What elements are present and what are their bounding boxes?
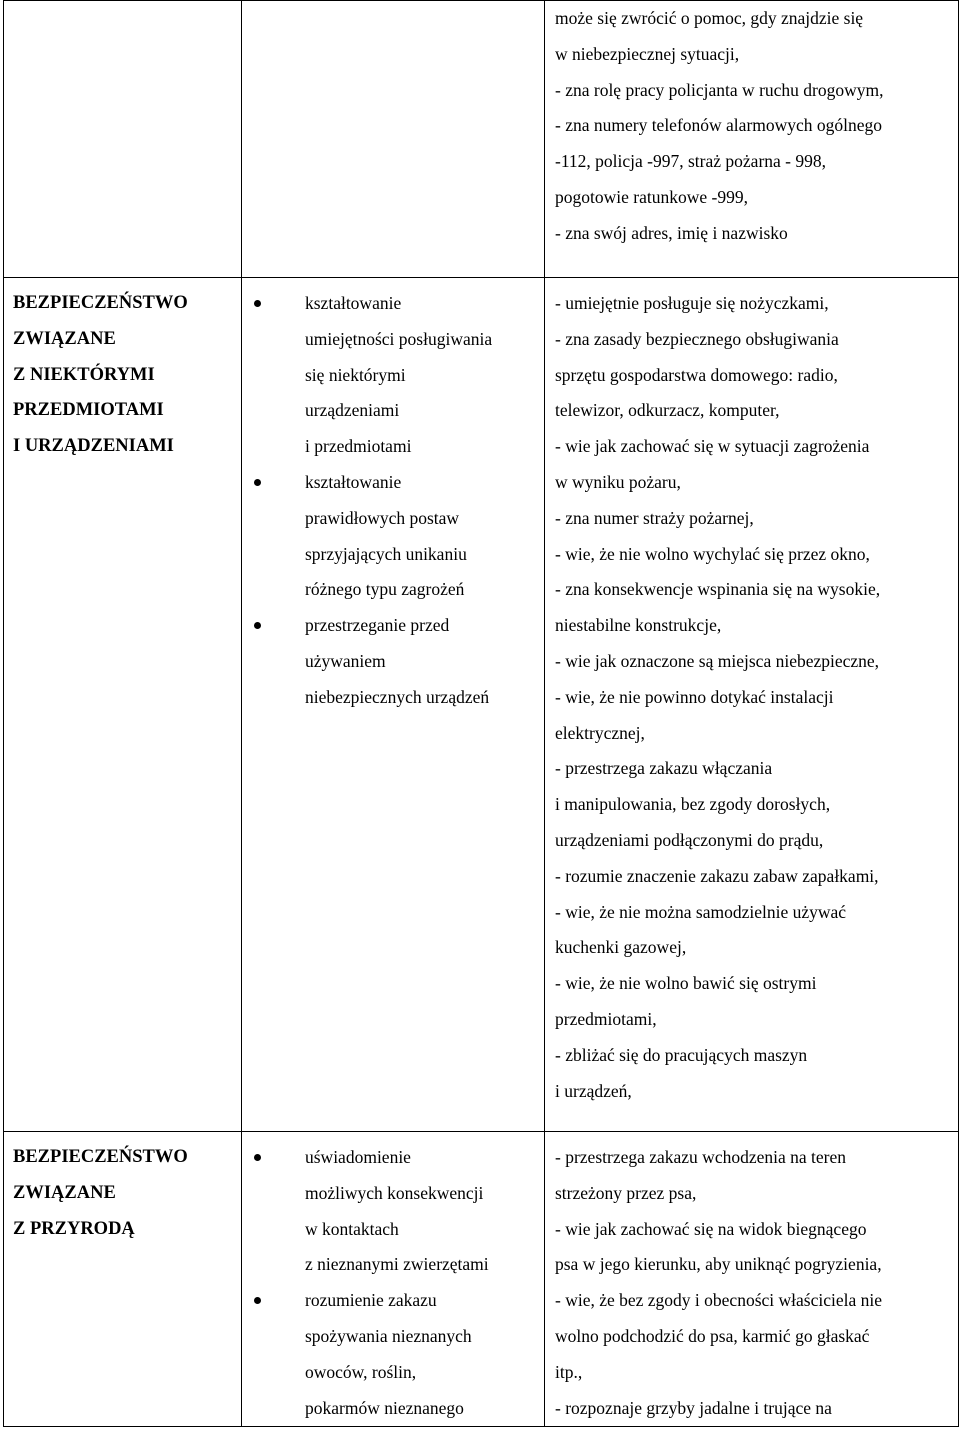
description-line: - zna numery telefonów alarmowych ogólnego (555, 115, 883, 136)
description-line: w wyniku pożaru, (555, 471, 681, 492)
category-line: ZWIĄZANE (13, 1182, 116, 1203)
category-line: BEZPIECZEŃSTWO (13, 293, 188, 313)
category-line: Z NIEKTÓRYMI (13, 364, 155, 385)
description-list (545, 1132, 958, 1426)
goal-line: się niektórymi (305, 364, 406, 385)
description-line: - zna numer straży pożarnej, (555, 507, 754, 528)
goals-cell (242, 1132, 545, 1427)
bullet-icon (254, 479, 261, 486)
goal-line: używaniem (305, 650, 386, 671)
description-line: - rozpoznaje grzyby jadalne i trujące na (555, 1397, 832, 1418)
goal-line: prawidłowych postaw (305, 507, 460, 528)
description-list (545, 278, 958, 1109)
goal-line: sprzyjających unikaniu (305, 543, 467, 564)
goal-line: i przedmiotami (305, 436, 412, 457)
goals-list (242, 278, 544, 716)
category-line: I URZĄDZENIAMI (13, 436, 174, 457)
description-line: niestabilne konstrukcje, (555, 615, 722, 636)
description-line: itp., (555, 1361, 583, 1382)
category-line: ZWIĄZANE (13, 328, 116, 349)
description-line: - wie, że nie wolno wychylać się przez okno, (555, 543, 870, 564)
category-cell (4, 1132, 242, 1427)
bullet-icon (254, 1154, 261, 1161)
goal-item (242, 465, 544, 608)
category-cell (4, 1, 242, 278)
description-line: elektrycznej, (555, 722, 645, 743)
description-line: - zna zasady bezpiecznego obsługiwania (555, 328, 839, 349)
table-row (4, 1132, 959, 1427)
description-line: i urządzeń, (555, 1080, 632, 1101)
category-line: PRZEDMIOTAMI (13, 400, 164, 421)
goal-line: możliwych konsekwencji (305, 1182, 484, 1203)
description-line: - wie, że bez zgody i obecności właściciela nie (555, 1290, 883, 1311)
description-line: kuchenki gazowej, (555, 937, 687, 958)
goal-line: uświadomienie (305, 1147, 411, 1167)
goal-line: kształtowanie (305, 471, 402, 492)
description-line: psa w jego kierunku, aby uniknąć pogryzienia, (555, 1254, 882, 1275)
goal-line: niebezpiecznych urządzeń (305, 686, 490, 707)
description-cell (545, 278, 959, 1132)
description-line: - wie, że nie można samodzielnie używać (555, 901, 847, 922)
description-line: - zna swój adres, imię i nazwisko (555, 222, 788, 243)
description-line: - wie jak oznaczone są miejsca niebezpieczne, (555, 650, 880, 671)
description-line: przedmiotami, (555, 1008, 657, 1029)
description-line: - wie, że nie wolno bawić się ostrymi (555, 973, 817, 994)
description-cell (545, 1132, 959, 1427)
goal-line: różnego typu zagrożeń (305, 579, 465, 600)
goals-list (242, 1132, 544, 1426)
description-line: - wie, że nie powinno dotykać instalacji (555, 686, 834, 707)
description-line: - przestrzega zakazu wchodzenia na teren (555, 1147, 846, 1167)
goal-line: w kontaktach (305, 1218, 399, 1239)
bullet-icon (254, 1297, 261, 1304)
description-line: telewizor, odkurzacz, komputer, (555, 400, 780, 421)
description-line: - zna konsekwencje wspinania się na wysokie, (555, 579, 881, 600)
bullet-icon (254, 622, 261, 629)
description-line: i manipulowania, bez zgody dorosłych, (555, 794, 831, 815)
goal-line: owoców, roślin, (305, 1361, 417, 1382)
description-line: pogotowie ratunkowe -999, (555, 186, 748, 207)
table-row (4, 278, 959, 1132)
goal-line: z nieznanymi zwierzętami (305, 1254, 489, 1275)
description-cell (545, 1, 959, 278)
description-line: - wie jak zachować się w sytuacji zagrożenia (555, 436, 870, 457)
description-line: - zbliżać się do pracujących maszyn (555, 1044, 808, 1065)
category-cell (4, 278, 242, 1132)
table-row (4, 1, 959, 278)
description-line: wolno podchodzić do psa, karmić go głaskać (555, 1325, 870, 1346)
curriculum-table (3, 0, 959, 1427)
goal-line: spożywania nieznanych (305, 1325, 472, 1346)
goal-item (242, 1140, 544, 1283)
goal-item (242, 608, 544, 715)
description-line: sprzętu gospodarstwa domowego: radio, (555, 364, 838, 385)
category-line: BEZPIECZEŃSTWO (13, 1147, 188, 1167)
description-line: -112, policja -997, straż pożarna - 998, (555, 151, 826, 172)
description-line: - wie jak zachować się na widok biegnącego (555, 1218, 867, 1239)
description-line: - umiejętnie posługuje się nożyczkami, (555, 293, 829, 313)
goal-item (242, 286, 544, 465)
description-line: urządzeniami podłączonymi do prądu, (555, 829, 824, 850)
goal-line: umiejętności posługiwania (305, 328, 493, 349)
goal-line: rozumienie zakazu (305, 1290, 437, 1311)
goal-item (242, 1283, 544, 1426)
description-list (545, 1, 958, 252)
description-line: strzeżony przez psa, (555, 1182, 697, 1203)
goal-line: kształtowanie (305, 293, 402, 313)
goals-cell (242, 278, 545, 1132)
category-heading (4, 1132, 241, 1247)
goal-line: pokarmów nieznanego (305, 1397, 464, 1418)
category-heading (4, 278, 241, 465)
description-line: - rozumie znaczenie zakazu zabaw zapałkami, (555, 865, 879, 886)
description-line: - zna rolę pracy policjanta w ruchu drogowym, (555, 79, 884, 100)
category-line: Z PRZYRODĄ (13, 1218, 135, 1239)
description-line: - przestrzega zakazu włączania (555, 758, 773, 779)
goal-line: urządzeniami (305, 400, 400, 421)
goal-line: przestrzeganie przed (305, 615, 450, 636)
description-line: w niebezpiecznej sytuacji, (555, 43, 740, 64)
bullet-icon (254, 300, 261, 307)
description-line: może się zwrócić o pomoc, gdy znajdzie się (555, 8, 864, 28)
goals-cell (242, 1, 545, 278)
